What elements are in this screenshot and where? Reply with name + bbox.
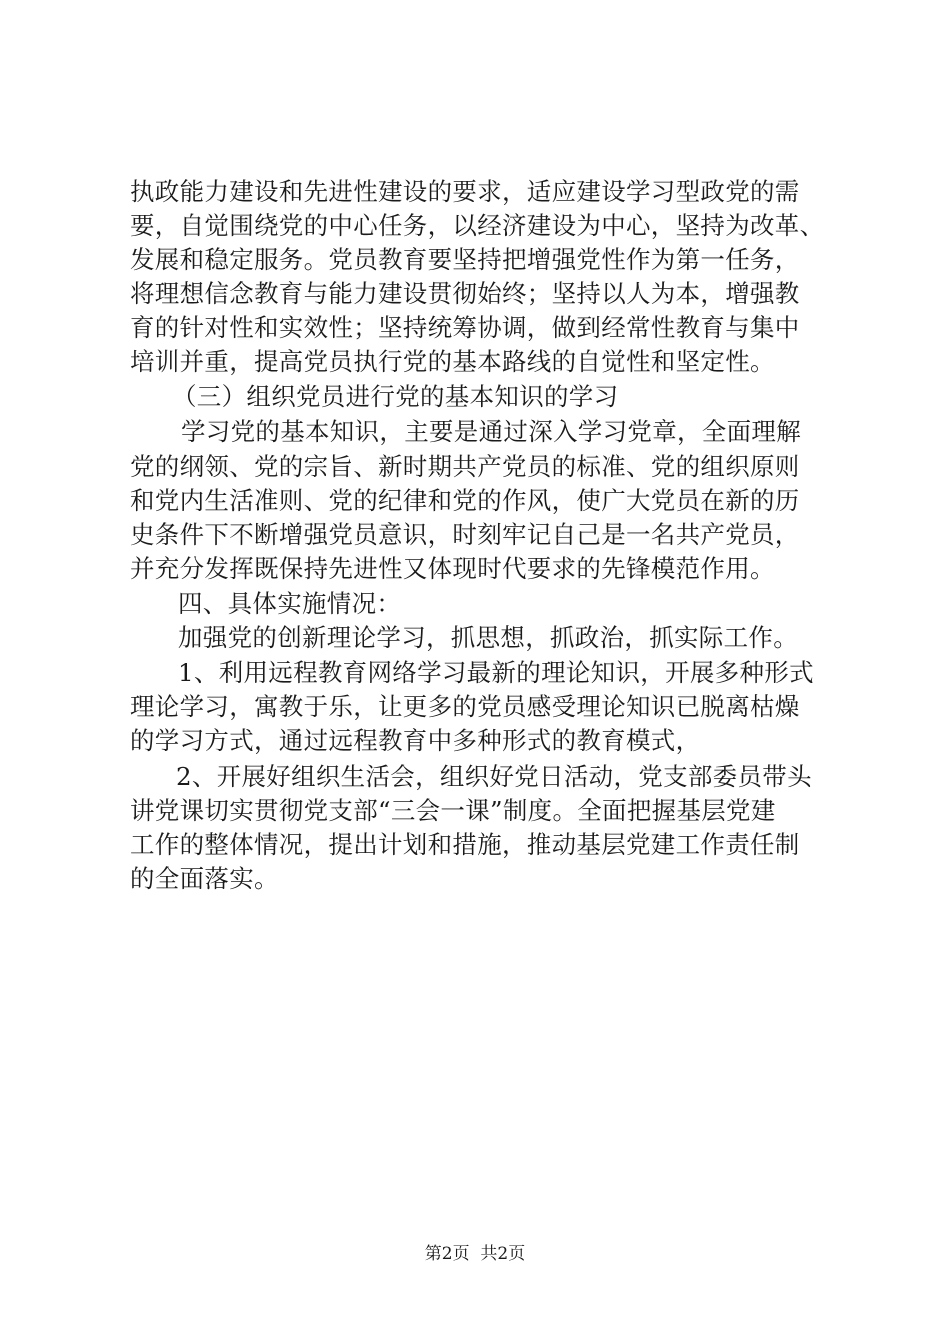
paragraph-line: 加强党的创新理论学习，抓思想，抓政治，抓实际工作。 [178,623,798,652]
paragraph-line: 的学习方式，通过远程教育中多种形式的教育模式， [130,726,701,755]
paragraph-line: 育的针对性和实效性；坚持统筹协调，做到经常性教育与集中 [130,313,800,342]
paragraph-line: 将理想信念教育与能力建设贯彻始终；坚持以人为本，增强教 [130,279,800,308]
paragraph-line: 1、利用远程教育网络学习最新的理论知识，开展多种形式 [178,658,814,687]
paragraph-line: 理论学习，寓教于乐，让更多的党员感受理论知识已脱离枯燥 [130,692,800,721]
paragraph-line: 发展和稳定服务。党员教育要坚持把增强党性作为第一任务， [130,245,800,274]
paragraph-line: 要，自觉围绕党的中心任务，以经济建设为中心，坚持为改革、 [130,211,825,240]
section-heading: （三）组织党员进行党的基本知识的学习 [172,382,619,411]
section-heading: 四、具体实施情况： [178,589,402,618]
paragraph-line: 的全面落实。 [130,864,279,893]
paragraph-line: 工作的整体情况，提出计划和措施，推动基层党建工作责任制 [130,830,800,859]
paragraph-line: 并充分发挥既保持先进性又体现时代要求的先锋模范作用。 [130,554,775,583]
paragraph-line: 学习党的基本知识，主要是通过深入学习党章，全面理解 [181,417,801,446]
paragraph-line: 和党内生活准则、党的纪律和党的作风，使广大党员在新的历 [130,486,800,515]
page-number-footer: 第2页 共2页 [424,1244,526,1264]
paragraph-line: 2、开展好组织生活会，组织好党日活动，党支部委员带头 [176,762,812,791]
paragraph-line: 史条件下不断增强党员意识，时刻牢记自己是一名共产党员， [130,520,800,549]
paragraph-line: 执政能力建设和先进性建设的要求，适应建设学习型政党的需 [130,177,800,206]
paragraph-line: 培训并重，提高党员执行党的基本路线的自觉性和坚定性。 [130,347,775,376]
paragraph-line: 党的纲领、党的宗旨、新时期共产党员的标准、党的组织原则 [130,452,800,481]
paragraph-line: 讲党课切实贯彻党支部“三会一课”制度。全面把握基层党建 [130,796,776,825]
